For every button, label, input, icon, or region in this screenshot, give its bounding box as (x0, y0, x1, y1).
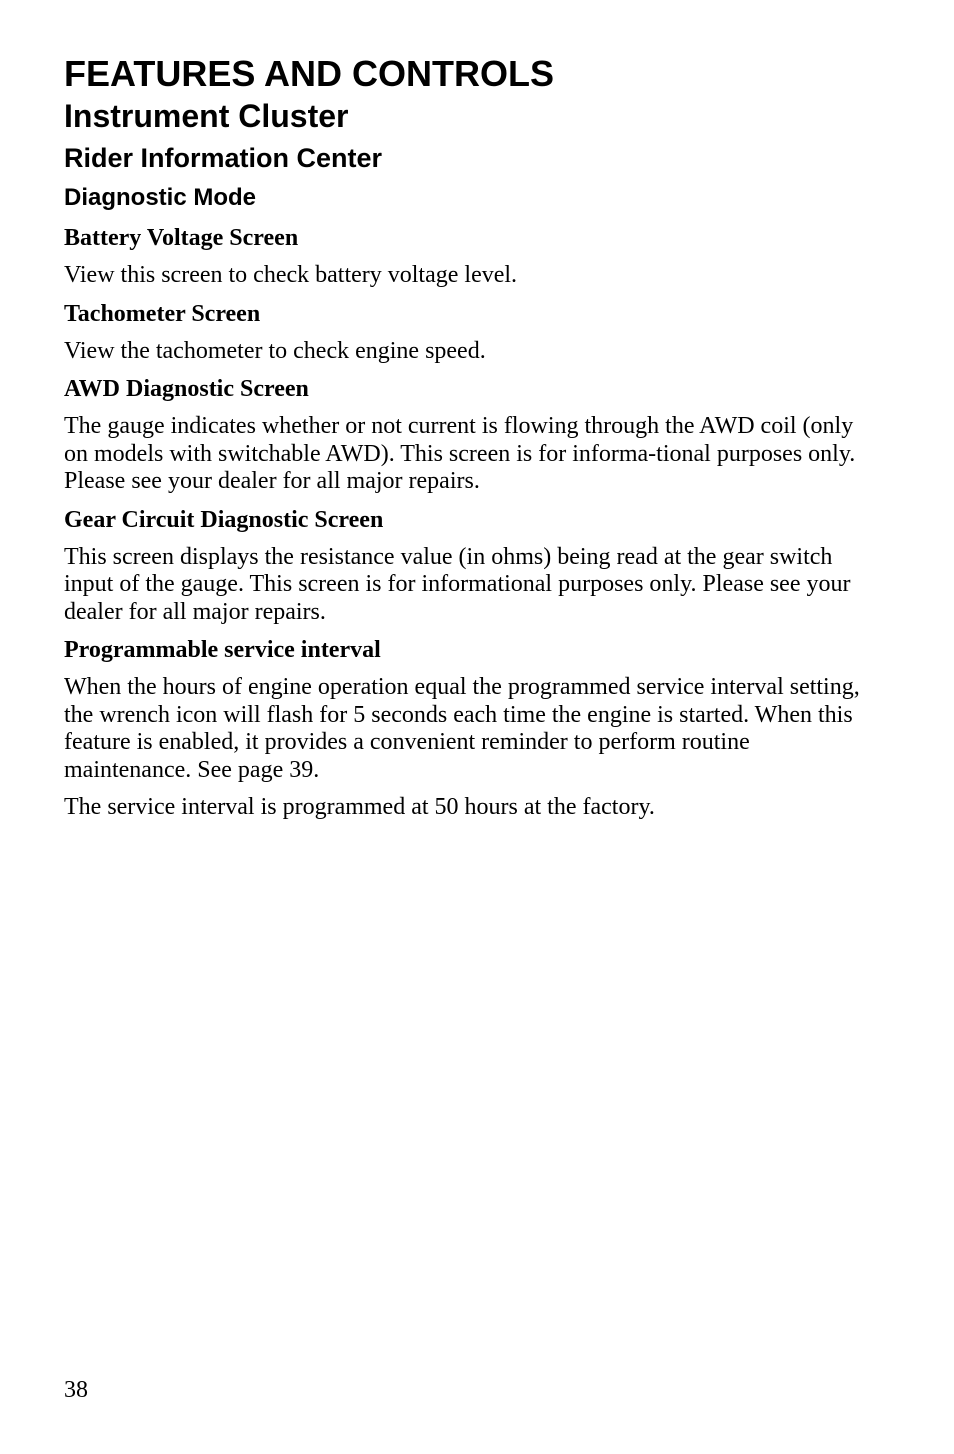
service-interval-section (64, 636, 864, 822)
service-interval-text: When the hours of engine operation equal the programmed service interval setting, the wrench icon will flash for 5 seconds each time the engine is started. When this feature is enabled, it provides a convenient reminder to perform routine maintenance. See page 39. (64, 674, 860, 783)
tachometer-text: View the tachometer to check engine speed. (64, 337, 486, 364)
battery-voltage-text: View this screen to check battery voltage level. (64, 262, 518, 288)
awd-diagnostic-heading: AWD Diagnostic Screen (64, 376, 309, 402)
tachometer-section (64, 300, 864, 366)
subsection-title: Rider Information Center (64, 143, 383, 173)
awd-diagnostic-text: The gauge indicates whether or not current is flowing through the AWD coil (only on models with switchable AWD). This screen is for informa-tional purposes only. Please see your dealer for all major repairs. (64, 413, 856, 494)
chapter-title: FEATURES AND CONTROLS (64, 53, 554, 94)
battery-voltage-section (64, 224, 864, 290)
page-number: 38 (64, 1377, 88, 1403)
gear-circuit-text: This screen displays the resistance value (in ohms) being read at the gear switch input of the gauge. This screen is for informational purposes only. Please see your dealer for all major repairs. (64, 543, 851, 625)
gear-circuit-section (64, 506, 864, 627)
manual-page (64, 52, 864, 822)
subsubsection-title: Diagnostic Mode (64, 184, 257, 211)
service-interval-heading: Programmable service interval (64, 637, 381, 663)
battery-voltage-heading: Battery Voltage Screen (64, 225, 299, 251)
awd-diagnostic-section (64, 375, 864, 496)
gear-circuit-heading: Gear Circuit Diagnostic Screen (64, 506, 384, 533)
service-interval-factory-text: The service interval is programmed at 50 hours at the factory. (64, 794, 655, 820)
section-title: Instrument Cluster (64, 98, 349, 134)
tachometer-heading: Tachometer Screen (64, 300, 261, 327)
